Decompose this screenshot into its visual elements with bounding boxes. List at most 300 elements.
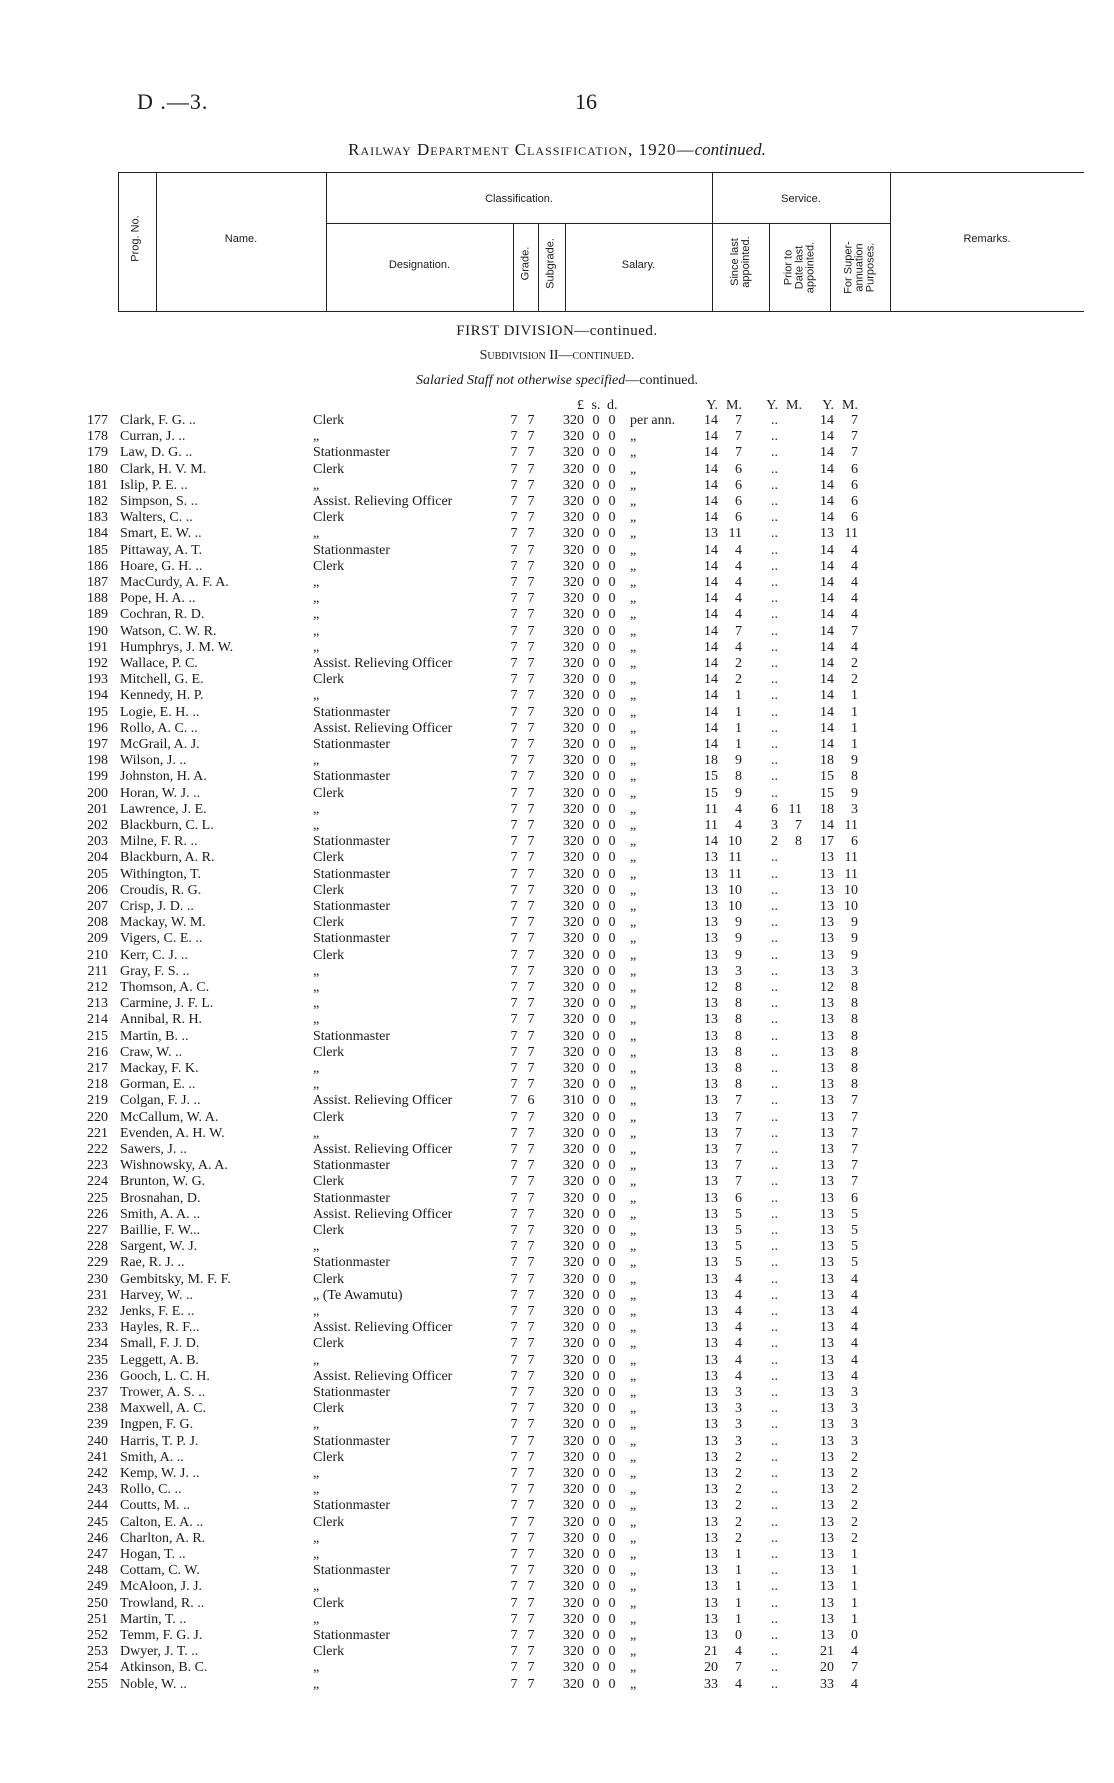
cell-y2: .. [771, 607, 778, 623]
cell-m1: 5 [735, 1255, 742, 1271]
table-row [0, 575, 1114, 591]
cell-y3: 14 [820, 591, 834, 607]
cell-y3: 14 [820, 607, 834, 623]
cell-sal: 320 [563, 1401, 584, 1417]
cell-sg: 7 [527, 1401, 535, 1417]
cell-y3: 14 [820, 558, 834, 574]
cell-y3: 13 [820, 1628, 834, 1643]
cell-name: Law, D. G. .. [120, 445, 193, 461]
cell-y3: 13 [820, 1223, 834, 1238]
cell-name: Temm, F. G. J. [120, 1628, 203, 1643]
cell-y2: .. [771, 1466, 778, 1481]
cell-des: Assist. Relieving Officer [313, 656, 453, 671]
cell-g: 7 [510, 769, 518, 785]
cell-des: „ [313, 575, 320, 590]
cell-no: 251 [87, 1611, 108, 1627]
cell-m3: 5 [851, 1239, 858, 1255]
cell-sg: 7 [527, 1077, 535, 1093]
cell-name: Thomson, A. C. [120, 980, 210, 995]
cell-sal: 320 [563, 526, 584, 542]
cell-d: 0 [608, 818, 616, 833]
cell-m3: 2 [851, 1498, 858, 1514]
cell-m1: 6 [735, 510, 742, 526]
cell-no: 181 [87, 477, 108, 493]
cell-sal: 320 [563, 1271, 584, 1287]
cell-m3: 10 [844, 882, 858, 898]
cell-y2: .. [771, 882, 778, 898]
cell-name: Baillie, F. W... [120, 1223, 201, 1238]
cell-name: Rae, R. J. .. [120, 1255, 185, 1271]
cell-per: „ [630, 785, 637, 801]
cell-d: 0 [608, 1644, 616, 1660]
cell-y1: 18 [704, 753, 718, 769]
cell-des: Clerk [313, 915, 345, 931]
cell-d: 0 [608, 1611, 616, 1627]
cell-per: „ [630, 915, 637, 931]
cell-y2: .. [771, 1223, 778, 1238]
cell-g: 7 [510, 1466, 518, 1481]
cell-name: Milne, F. R. .. [120, 834, 198, 850]
cell-g: 7 [510, 785, 518, 801]
cell-g: 7 [510, 688, 518, 704]
cell-per: „ [630, 1352, 637, 1368]
cell-y2: .. [771, 866, 778, 882]
cell-no: 221 [87, 1125, 108, 1141]
cell-d: 0 [608, 980, 616, 995]
cell-s: 0 [592, 1449, 600, 1465]
cell-y1: 21 [704, 1644, 718, 1660]
cell-per: „ [630, 1304, 637, 1319]
cell-m3: 3 [851, 801, 858, 817]
cell-y3: 13 [820, 931, 834, 947]
cell-y2: .. [771, 1579, 778, 1595]
cell-y1: 13 [704, 1385, 718, 1400]
cell-g: 7 [510, 834, 518, 850]
cell-d: 0 [608, 1433, 616, 1449]
cell-sal: 320 [563, 1514, 584, 1530]
cell-sal: 320 [563, 1352, 584, 1368]
cell-d: 0 [608, 1320, 616, 1336]
cell-y2: .. [771, 1125, 778, 1141]
table-row [0, 1174, 1114, 1190]
cell-y1: 13 [704, 1271, 718, 1287]
cell-y2: .. [771, 591, 778, 607]
cell-m3: 9 [851, 931, 858, 947]
cell-s: 0 [592, 931, 600, 947]
cell-g: 7 [510, 737, 518, 752]
cell-name: Smith, A. A. .. [120, 1206, 201, 1222]
cell-s: 0 [592, 1385, 600, 1400]
cell-no: 202 [87, 818, 108, 833]
cell-d: 0 [608, 477, 616, 493]
cell-g: 7 [510, 1611, 518, 1627]
cell-per: „ [630, 1514, 637, 1530]
cell-y1: 13 [704, 1530, 718, 1546]
cell-y2: .. [771, 1044, 778, 1060]
cell-no: 185 [87, 542, 108, 558]
cell-s: 0 [592, 1611, 600, 1627]
cell-des: Clerk [313, 1401, 345, 1417]
cell-s: 0 [592, 461, 600, 477]
cell-g: 7 [510, 558, 518, 574]
cell-m3: 1 [851, 720, 858, 736]
cell-des: Stationmaster [313, 899, 390, 914]
cell-m1: 7 [735, 1158, 742, 1174]
cell-y2: .. [771, 1190, 778, 1206]
cell-sal: 320 [563, 656, 584, 671]
cell-per: „ [630, 1498, 637, 1514]
cell-y2: .. [771, 1498, 778, 1514]
cell-sal: 320 [563, 1676, 584, 1692]
prog-no-header: Prog. No. [129, 215, 142, 262]
cell-sg: 7 [527, 785, 535, 801]
cell-per: „ [630, 429, 637, 445]
cell-d: 0 [608, 1368, 616, 1384]
cell-y3: 13 [820, 1012, 834, 1028]
cell-name: Clark, F. G. .. [120, 413, 196, 428]
cell-des: Stationmaster [313, 737, 390, 752]
cell-s: 0 [592, 510, 600, 526]
cell-name: Noble, W. .. [120, 1676, 187, 1692]
table-row [0, 1320, 1114, 1336]
cell-g: 7 [510, 915, 518, 931]
cell-y1: 14 [704, 558, 718, 574]
table-row [0, 624, 1114, 640]
table-row [0, 769, 1114, 785]
table-row [0, 640, 1114, 656]
cell-sg: 7 [527, 1142, 535, 1157]
cell-g: 7 [510, 1320, 518, 1336]
title-continued: continued. [694, 140, 766, 159]
cell-per: „ [630, 963, 637, 979]
cell-per: „ [630, 1093, 637, 1109]
cell-y2: .. [771, 688, 778, 704]
cell-s: 0 [592, 1547, 600, 1562]
cell-sg: 7 [527, 656, 535, 671]
cell-y2: 3 [771, 818, 778, 833]
cell-m3: 3 [851, 1385, 858, 1400]
cell-name: Small, F. J. D. [120, 1336, 200, 1352]
cell-m1: 11 [728, 850, 742, 866]
cell-y1: 13 [704, 963, 718, 979]
cell-y1: 13 [704, 1595, 718, 1611]
cell-g: 7 [510, 1644, 518, 1660]
cell-sal: 320 [563, 1044, 584, 1060]
cell-s: 0 [592, 834, 600, 850]
table-row [0, 494, 1114, 510]
cell-d: 0 [608, 623, 616, 639]
cell-des: Clerk [313, 672, 345, 688]
cell-no: 206 [87, 882, 108, 898]
cell-g: 7 [510, 1530, 518, 1546]
cell-name: Kerr, C. J. .. [120, 947, 188, 963]
cell-per: per ann. [630, 413, 676, 428]
cell-sg: 7 [527, 477, 535, 493]
cell-d: 0 [608, 931, 616, 947]
cell-per: „ [630, 1530, 637, 1546]
cell-s: 0 [592, 980, 600, 995]
table-row [0, 1579, 1114, 1595]
cell-y1: 14 [704, 542, 718, 558]
cell-d: 0 [608, 947, 616, 963]
cell-per: „ [630, 542, 637, 558]
table-row [0, 1126, 1114, 1142]
cell-des: „ [313, 1482, 320, 1498]
division-heading: FIRST DIVISION—continued. [456, 323, 658, 339]
cell-per: „ [630, 477, 637, 493]
cell-m3: 4 [851, 1676, 858, 1692]
cell-no: 209 [87, 931, 108, 947]
cell-m1: 4 [735, 591, 742, 607]
cell-m3: 4 [851, 607, 858, 623]
cell-per: „ [630, 591, 637, 607]
cell-sg: 7 [527, 1304, 535, 1319]
cell-sg: 7 [527, 882, 535, 898]
cell-sal: 320 [563, 1125, 584, 1141]
cell-per: „ [630, 769, 637, 785]
cell-no: 199 [87, 769, 108, 785]
cell-sal: 320 [563, 413, 584, 428]
cell-y1: 13 [704, 526, 718, 542]
cell-y2: .. [771, 1611, 778, 1627]
cell-sg: 7 [527, 1498, 535, 1514]
cell-sg: 7 [527, 429, 535, 445]
cell-name: Trower, A. S. .. [120, 1385, 206, 1400]
cell-per: „ [630, 623, 637, 639]
cell-sg: 7 [527, 1433, 535, 1449]
cell-y1: 14 [704, 623, 718, 639]
cell-sg: 7 [527, 720, 535, 736]
cell-name: Smart, E. W. .. [120, 526, 202, 542]
cell-g: 7 [510, 1174, 518, 1190]
cell-des: Clerk [313, 1109, 345, 1125]
cell-m1: 1 [735, 1563, 742, 1579]
cell-y3: 13 [820, 1174, 834, 1190]
cell-sg: 7 [527, 510, 535, 526]
cell-des: „ [313, 1417, 320, 1433]
cell-m3: 2 [851, 1466, 858, 1481]
cell-y1: 13 [704, 1077, 718, 1093]
cell-d: 0 [608, 1028, 616, 1044]
cell-per: „ [630, 656, 637, 671]
cell-des: Stationmaster [313, 1498, 390, 1514]
cell-sal: 320 [563, 607, 584, 623]
cell-sg: 7 [527, 1563, 535, 1579]
cell-d: 0 [608, 1239, 616, 1255]
cell-des: „ (Te Awamutu) [313, 1287, 403, 1303]
cell-name: Simpson, S. .. [120, 494, 198, 509]
cell-m1: 6 [735, 1190, 742, 1206]
cell-y3: 13 [820, 1271, 834, 1287]
cell-des: „ [313, 1611, 320, 1627]
table-row [0, 1369, 1114, 1385]
cell-s: 0 [592, 607, 600, 623]
cell-sg: 7 [527, 1547, 535, 1562]
cell-name: Gembitsky, M. F. F. [120, 1271, 231, 1287]
cell-per: „ [630, 899, 637, 914]
cell-m3: 4 [851, 1320, 858, 1336]
cell-d: 0 [608, 1385, 616, 1400]
cell-sg: 7 [527, 1676, 535, 1692]
cell-y3: 14 [820, 445, 834, 461]
cell-m3: 5 [851, 1255, 858, 1271]
cell-d: 0 [608, 704, 616, 720]
cell-y1: 13 [704, 1579, 718, 1595]
cell-y3: 18 [820, 753, 834, 769]
cell-s: 0 [592, 1158, 600, 1174]
cell-d: 0 [608, 1012, 616, 1028]
cell-name: Cottam, C. W. [120, 1563, 200, 1579]
cell-des: „ [313, 526, 320, 542]
cell-sg: 7 [527, 801, 535, 817]
cell-sg: 7 [527, 850, 535, 866]
cell-sg: 7 [527, 623, 535, 639]
cell-per: „ [630, 1433, 637, 1449]
cell-s: 0 [592, 477, 600, 493]
cell-s: 0 [592, 720, 600, 736]
cell-des: „ [313, 1352, 320, 1368]
cell-sal: 320 [563, 1255, 584, 1271]
cell-m3: 1 [851, 704, 858, 720]
table-row [0, 1255, 1114, 1271]
cell-m3: 4 [851, 1271, 858, 1287]
cell-des: Clerk [313, 1271, 345, 1287]
cell-m3: 4 [851, 1304, 858, 1319]
classification-header: Classification. [485, 193, 553, 205]
cell-d: 0 [608, 899, 616, 914]
table-row [0, 656, 1114, 672]
cell-no: 238 [87, 1401, 108, 1417]
cell-y2: .. [771, 1514, 778, 1530]
cell-y3: 13 [820, 1239, 834, 1255]
cell-des: Stationmaster [313, 1158, 390, 1174]
cell-d: 0 [608, 1077, 616, 1093]
cell-y1: 14 [704, 510, 718, 526]
cell-y3: 13 [820, 1514, 834, 1530]
cell-sal: 320 [563, 834, 584, 850]
cell-sal: 320 [563, 1644, 584, 1660]
cell-sg: 7 [527, 1255, 535, 1271]
cell-g: 7 [510, 623, 518, 639]
cell-y2: .. [771, 1449, 778, 1465]
cell-g: 7 [510, 1028, 518, 1044]
cell-s: 0 [592, 1223, 600, 1238]
cell-g: 7 [510, 1125, 518, 1141]
cell-m3: 4 [851, 1352, 858, 1368]
cell-s: 0 [592, 882, 600, 898]
cell-y1: 14 [704, 639, 718, 655]
cell-des: Stationmaster [313, 1433, 390, 1449]
cell-no: 253 [87, 1644, 108, 1660]
cell-d: 0 [608, 769, 616, 785]
cell-g: 7 [510, 1304, 518, 1319]
cell-no: 237 [87, 1385, 108, 1400]
cell-sal: 320 [563, 623, 584, 639]
cell-s: 0 [592, 753, 600, 769]
cell-d: 0 [608, 542, 616, 558]
cell-y3: 13 [820, 1352, 834, 1368]
cell-y2: .. [771, 899, 778, 914]
cell-y3: 14 [820, 542, 834, 558]
cell-y3: 20 [820, 1660, 834, 1676]
table-row [0, 1272, 1114, 1288]
cell-no: 186 [87, 558, 108, 574]
table-row [0, 737, 1114, 753]
cell-d: 0 [608, 1547, 616, 1562]
grade-header: Grade. [519, 246, 532, 281]
cell-y3: 13 [820, 866, 834, 882]
cell-y2: .. [771, 494, 778, 509]
cell-m1: 1 [735, 1547, 742, 1562]
cell-y1: 13 [704, 866, 718, 882]
cell-des: „ [313, 1530, 320, 1546]
cell-d: 0 [608, 575, 616, 590]
cell-d: 0 [608, 1417, 616, 1433]
cell-y3: 14 [820, 639, 834, 655]
cell-y3: 13 [820, 1320, 834, 1336]
cell-des: Stationmaster [313, 1028, 390, 1044]
cell-sal: 320 [563, 1142, 584, 1157]
cell-m3: 1 [851, 1611, 858, 1627]
cell-y2: .. [771, 1401, 778, 1417]
cell-g: 7 [510, 1093, 518, 1109]
cell-sal: 320 [563, 1660, 584, 1676]
cell-m3: 2 [851, 1449, 858, 1465]
cell-no: 190 [87, 623, 108, 639]
cell-no: 213 [87, 996, 108, 1012]
cell-y1: 13 [704, 899, 718, 914]
cell-des: „ [313, 1466, 320, 1481]
cell-m1: 10 [728, 899, 742, 914]
table-row [0, 1288, 1114, 1304]
cell-s: 0 [592, 1093, 600, 1109]
cell-y3: 33 [820, 1676, 834, 1692]
cell-m1: 7 [735, 1174, 742, 1190]
cell-sal: 320 [563, 1206, 584, 1222]
cell-des: Clerk [313, 510, 345, 526]
cell-y3: 21 [820, 1644, 834, 1660]
cell-y3: 13 [820, 1190, 834, 1206]
cell-per: „ [630, 1158, 637, 1174]
cell-y1: 13 [704, 931, 718, 947]
cell-y2: 2 [771, 834, 778, 850]
cell-y1: 14 [704, 477, 718, 493]
cell-per: „ [630, 801, 637, 817]
cell-name: Leggett, A. B. [120, 1352, 199, 1368]
cell-g: 7 [510, 818, 518, 833]
cell-sg: 7 [527, 526, 535, 542]
cell-per: „ [630, 1482, 637, 1498]
cell-y3: 13 [820, 1304, 834, 1319]
table-row [0, 429, 1114, 445]
cell-g: 7 [510, 866, 518, 882]
cell-m3: 2 [851, 1482, 858, 1498]
table-row [0, 1012, 1114, 1028]
cell-m3: 8 [851, 1044, 858, 1060]
cell-name: Withington, T. [120, 866, 201, 882]
cell-y2: .. [771, 980, 778, 995]
cell-sal: 320 [563, 1368, 584, 1384]
cell-m1: 4 [735, 1336, 742, 1352]
cell-y2: .. [771, 1158, 778, 1174]
cell-y3: 13 [820, 1449, 834, 1465]
cell-no: 198 [87, 753, 108, 769]
cell-sal: 320 [563, 477, 584, 493]
cell-name: Carmine, J. F. L. [120, 996, 214, 1012]
cell-d: 0 [608, 1628, 616, 1643]
cell-m3: 1 [851, 688, 858, 704]
cell-g: 7 [510, 672, 518, 688]
